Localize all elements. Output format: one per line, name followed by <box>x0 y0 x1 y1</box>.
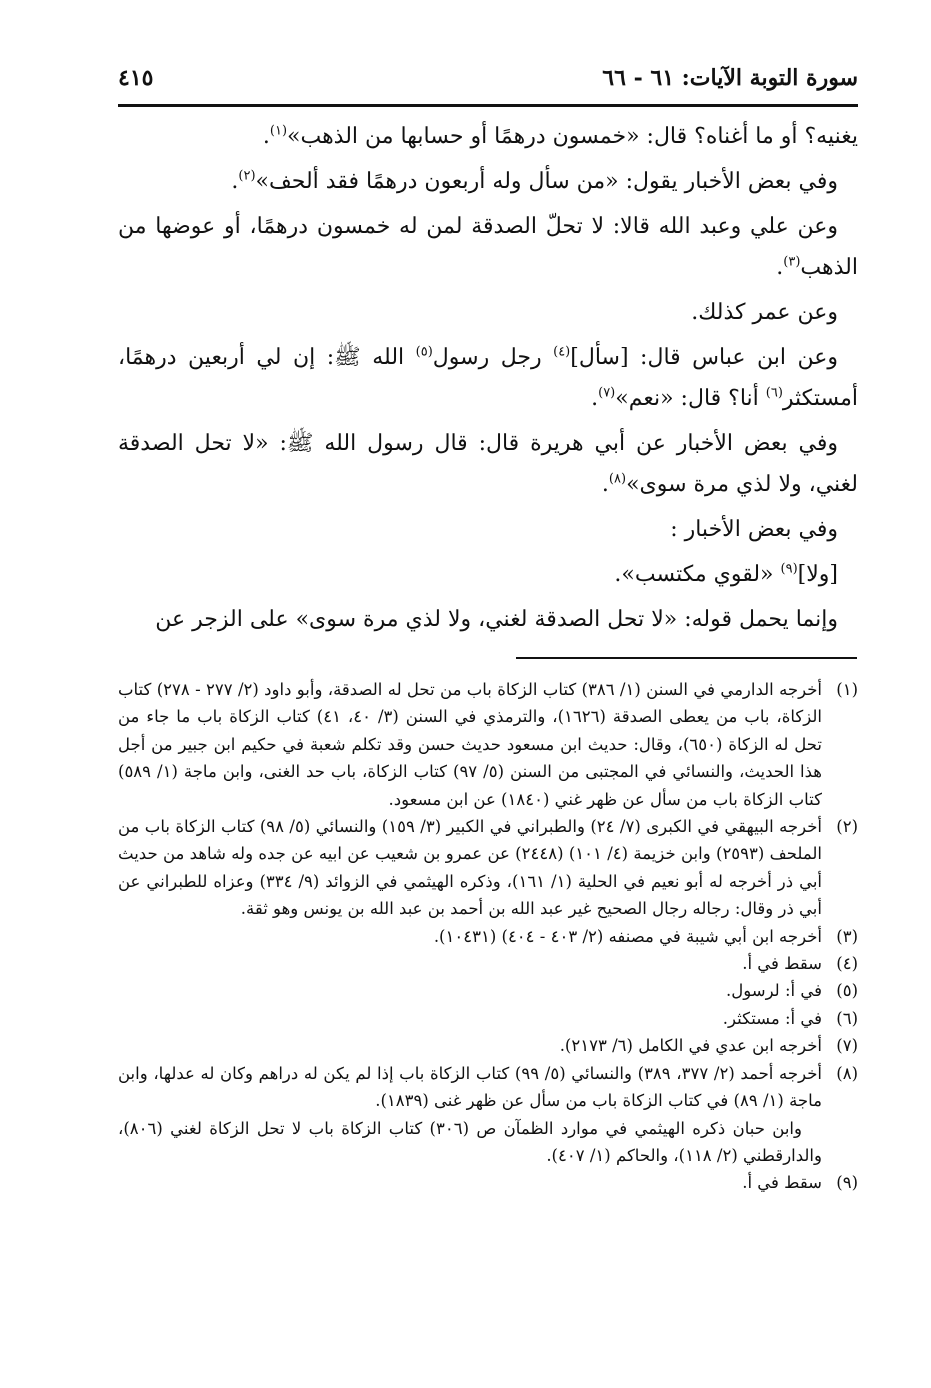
footnote-ref: (٤) <box>553 344 571 360</box>
footnote-separator <box>516 657 857 659</box>
footnote <box>118 813 858 923</box>
footnote-number: (٧) <box>836 1036 858 1056</box>
page-header <box>118 58 858 98</box>
paragraph: وعن علي وعبد الله قالا: لا تحلّ الصدقة لمن له خمسون درهمًا، أو عوضها من الذهب$^{(٣)}$. <box>118 214 858 280</box>
paragraph <box>118 509 858 550</box>
footnote <box>118 1032 858 1059</box>
footnote-number: (٦) <box>836 1008 858 1028</box>
paragraph: وفي بعض الأخبار عن أبي هريرة قال: قال رسول الله ﷺ: «لا تحل الصدقة لغني، ولا لذي مرة سوى»$^{(٨)}$. <box>118 431 858 497</box>
footnotes <box>118 676 858 1197</box>
footnote-text: سقط في أ. <box>742 1173 822 1193</box>
footnote-ref: (٣) <box>783 254 801 270</box>
paragraph-text: أنا؟ قال: «نعم» <box>615 386 766 411</box>
footnote-number: (٢) <box>836 817 858 837</box>
paragraph <box>118 554 858 595</box>
footnote <box>118 950 858 977</box>
paragraph-text: وعن عمر كذلك. <box>691 300 838 325</box>
footnote-text: سقط في أ. <box>742 954 822 974</box>
footnote-ref: (٥) <box>415 344 433 360</box>
paragraph-text: [ولا] <box>797 562 838 587</box>
footnote-ref: (٦) <box>765 385 783 401</box>
footnote-number: (٥) <box>836 981 858 1001</box>
paragraph: يغنيه؟ أو ما أغناه؟ قال: «خمسون درهمًا أو حسابها من الذهب»$^{(١)}$. <box>262 123 858 149</box>
paragraph: وعن ابن عباس قال: [سأل]$^{(٤)}$ رجل رسول$^{(٥)}$ الله ﷺ: إن لي أربعين درهمًا، أمستكثر$^{(٦)}$ أنا؟ قال: «نعم»$^{(٧)}$. <box>118 344 858 411</box>
footnote-body <box>118 1060 822 1170</box>
footnote <box>118 1005 858 1032</box>
paragraph <box>118 599 858 640</box>
footnote-number: (٣) <box>836 926 858 946</box>
footnote-ref: (٧) <box>598 385 616 401</box>
footnote-text: أخرجه ابن أبي شيبة في مصنفه (٢/ ٤٠٣ - ٤٠٤) (١٠٤٣١). <box>433 926 822 946</box>
footnote <box>118 1060 858 1170</box>
paragraph-text: وفي بعض الأخبار : <box>670 517 838 542</box>
footnote <box>118 923 858 950</box>
footnote-text: أخرجه ابن عدي في الكامل (٦/ ٢١٧٣). <box>559 1036 822 1056</box>
footnote-text: أخرجه أحمد (٢/ ٣٧٧، ٣٨٩) والنسائي (٥/ ٩٩) كتاب الزكاة باب إذا لم يكن له دراهم وكان له عدلها، وابن ماجة (١/ ٨٩) في كتاب الزكاة باب من سأل عن ظهر غنى (١٨٣٩). <box>118 1063 822 1111</box>
paragraph-text: يغنيه؟ أو ما أغناه؟ قال: «خمسون درهمًا أو حسابها من الذهب» <box>287 124 858 149</box>
footnote-number: (١) <box>836 680 858 699</box>
footnote-text: أخرجه البيهقي في الكبرى (٧/ ٢٤) والطبراني في الكبير (٣/ ١٥٩) والنسائي (٥/ ٩٨) كتاب الزكاة باب من الملحف (٢٥٩٣) وابن خزيمة (٤/ ١٠١) (٢٤٤٨) عن عمرو بن شعيب عن ابيه عن جده وله شاهد من حديث أبي ذر أخرجه له أبو نعيم في الحلية (١/ ١٦١)، وذكره الهيثمي في الزوائد (٩/ ٣٣٤) وعزاه للطبراني عن أبي ذر وقال: رجاله رجال الصحيح غير عبد الله بن أحمد بن عبد الله بن يونس وهو ثقة. <box>118 817 823 919</box>
footnote-text: أخرجه الدارمي في السنن (١/ ٣٨٦) كتاب الزكاة باب من تحل له الصدقة، وأبو داود (٢/ ٢٧٧ - ٢٧٨) كتاب الزكاة، باب من يعطى الصدقة (١٦٢٦)، والترمذي في السنن (٣/ ٤٠، ٤١) كتاب الزكاة باب ما جاء من تحل له الزكاة (٦٥٠)، وقال: حديث ابن مسعود حديث حسن وقد تكلم شعبة في حكيم ابن جبير من أجل هذا الحديث، والنسائي في المجتبى من السنن (٥/ ٩٧) كتاب الزكاة، باب حد الغنى، وابن ماجة (١/ ٥٨٩) كتاب الزكاة باب من سأل عن ظهر غني (١٨٤٠) عن ابن مسعود. <box>118 680 822 809</box>
header-rule <box>118 104 858 107</box>
footnote-ref: (٨) <box>608 471 627 487</box>
footnote <box>118 1169 858 1196</box>
footnote-text: في أ: مستكثر. <box>722 1008 822 1028</box>
footnote-number: (٨) <box>836 1063 858 1083</box>
footnote <box>118 676 858 813</box>
footnote-number: (٤) <box>836 954 858 974</box>
paragraph-text: وفي بعض الأخبار يقول: «من سأل وله أربعون درهمًا فقد ألحف» <box>255 169 838 194</box>
paragraph-text: وعن ابن عباس قال: [سأل] <box>570 345 838 370</box>
paragraph-text: وعن علي وعبد الله قالا: لا تحلّ الصدقة لمن له خمسون درهمًا، أو عوضها من الذهب <box>118 214 858 280</box>
running-title: سورة التوبة الآيات: ٦١ - ٦٦ <box>602 65 858 91</box>
paragraph: وفي بعض الأخبار يقول: «من سأل وله أربعون درهمًا فقد ألحف»$^{(٢)}$. <box>231 168 838 194</box>
main-text <box>118 116 858 644</box>
paragraph-text: وإنما يحمل قوله: «لا تحل الصدقة لغني، ولا لذي مرة سوى» على الزجر عن <box>155 607 838 632</box>
footnote-ref: (١) <box>269 123 288 139</box>
page-number: ٤١٥ <box>118 65 154 91</box>
paragraph-text: «لقوي مكتسب». <box>614 562 781 587</box>
paragraph-text: رجل رسول <box>432 345 554 370</box>
paragraph-text: الله ﷺ: إن لي أربعين درهمًا، أمستكثر <box>118 345 858 411</box>
footnote-number: (٩) <box>836 1173 858 1193</box>
footnote-text: في أ: لرسول. <box>726 981 822 1001</box>
footnote-continuation: وابن حبان ذكره الهيثمي في موارد الظمآن ص (٣٠٦) كتاب الزكاة باب لا تحل الزكاة لغني (٨٠٦)، والدارقطني (٢/ ١١٨)، والحاكم (١/ ٤٠٧). <box>118 1118 822 1165</box>
paragraph <box>118 292 858 333</box>
footnote <box>118 977 858 1004</box>
footnote-ref: (٩) <box>780 561 798 577</box>
footnote-ref: (٢) <box>238 168 256 184</box>
paragraph-text: وفي بعض الأخبار عن أبي هريرة قال: قال رسول الله ﷺ: «لا تحل الصدقة لغني، ولا لذي مرة سوى» <box>118 431 858 497</box>
